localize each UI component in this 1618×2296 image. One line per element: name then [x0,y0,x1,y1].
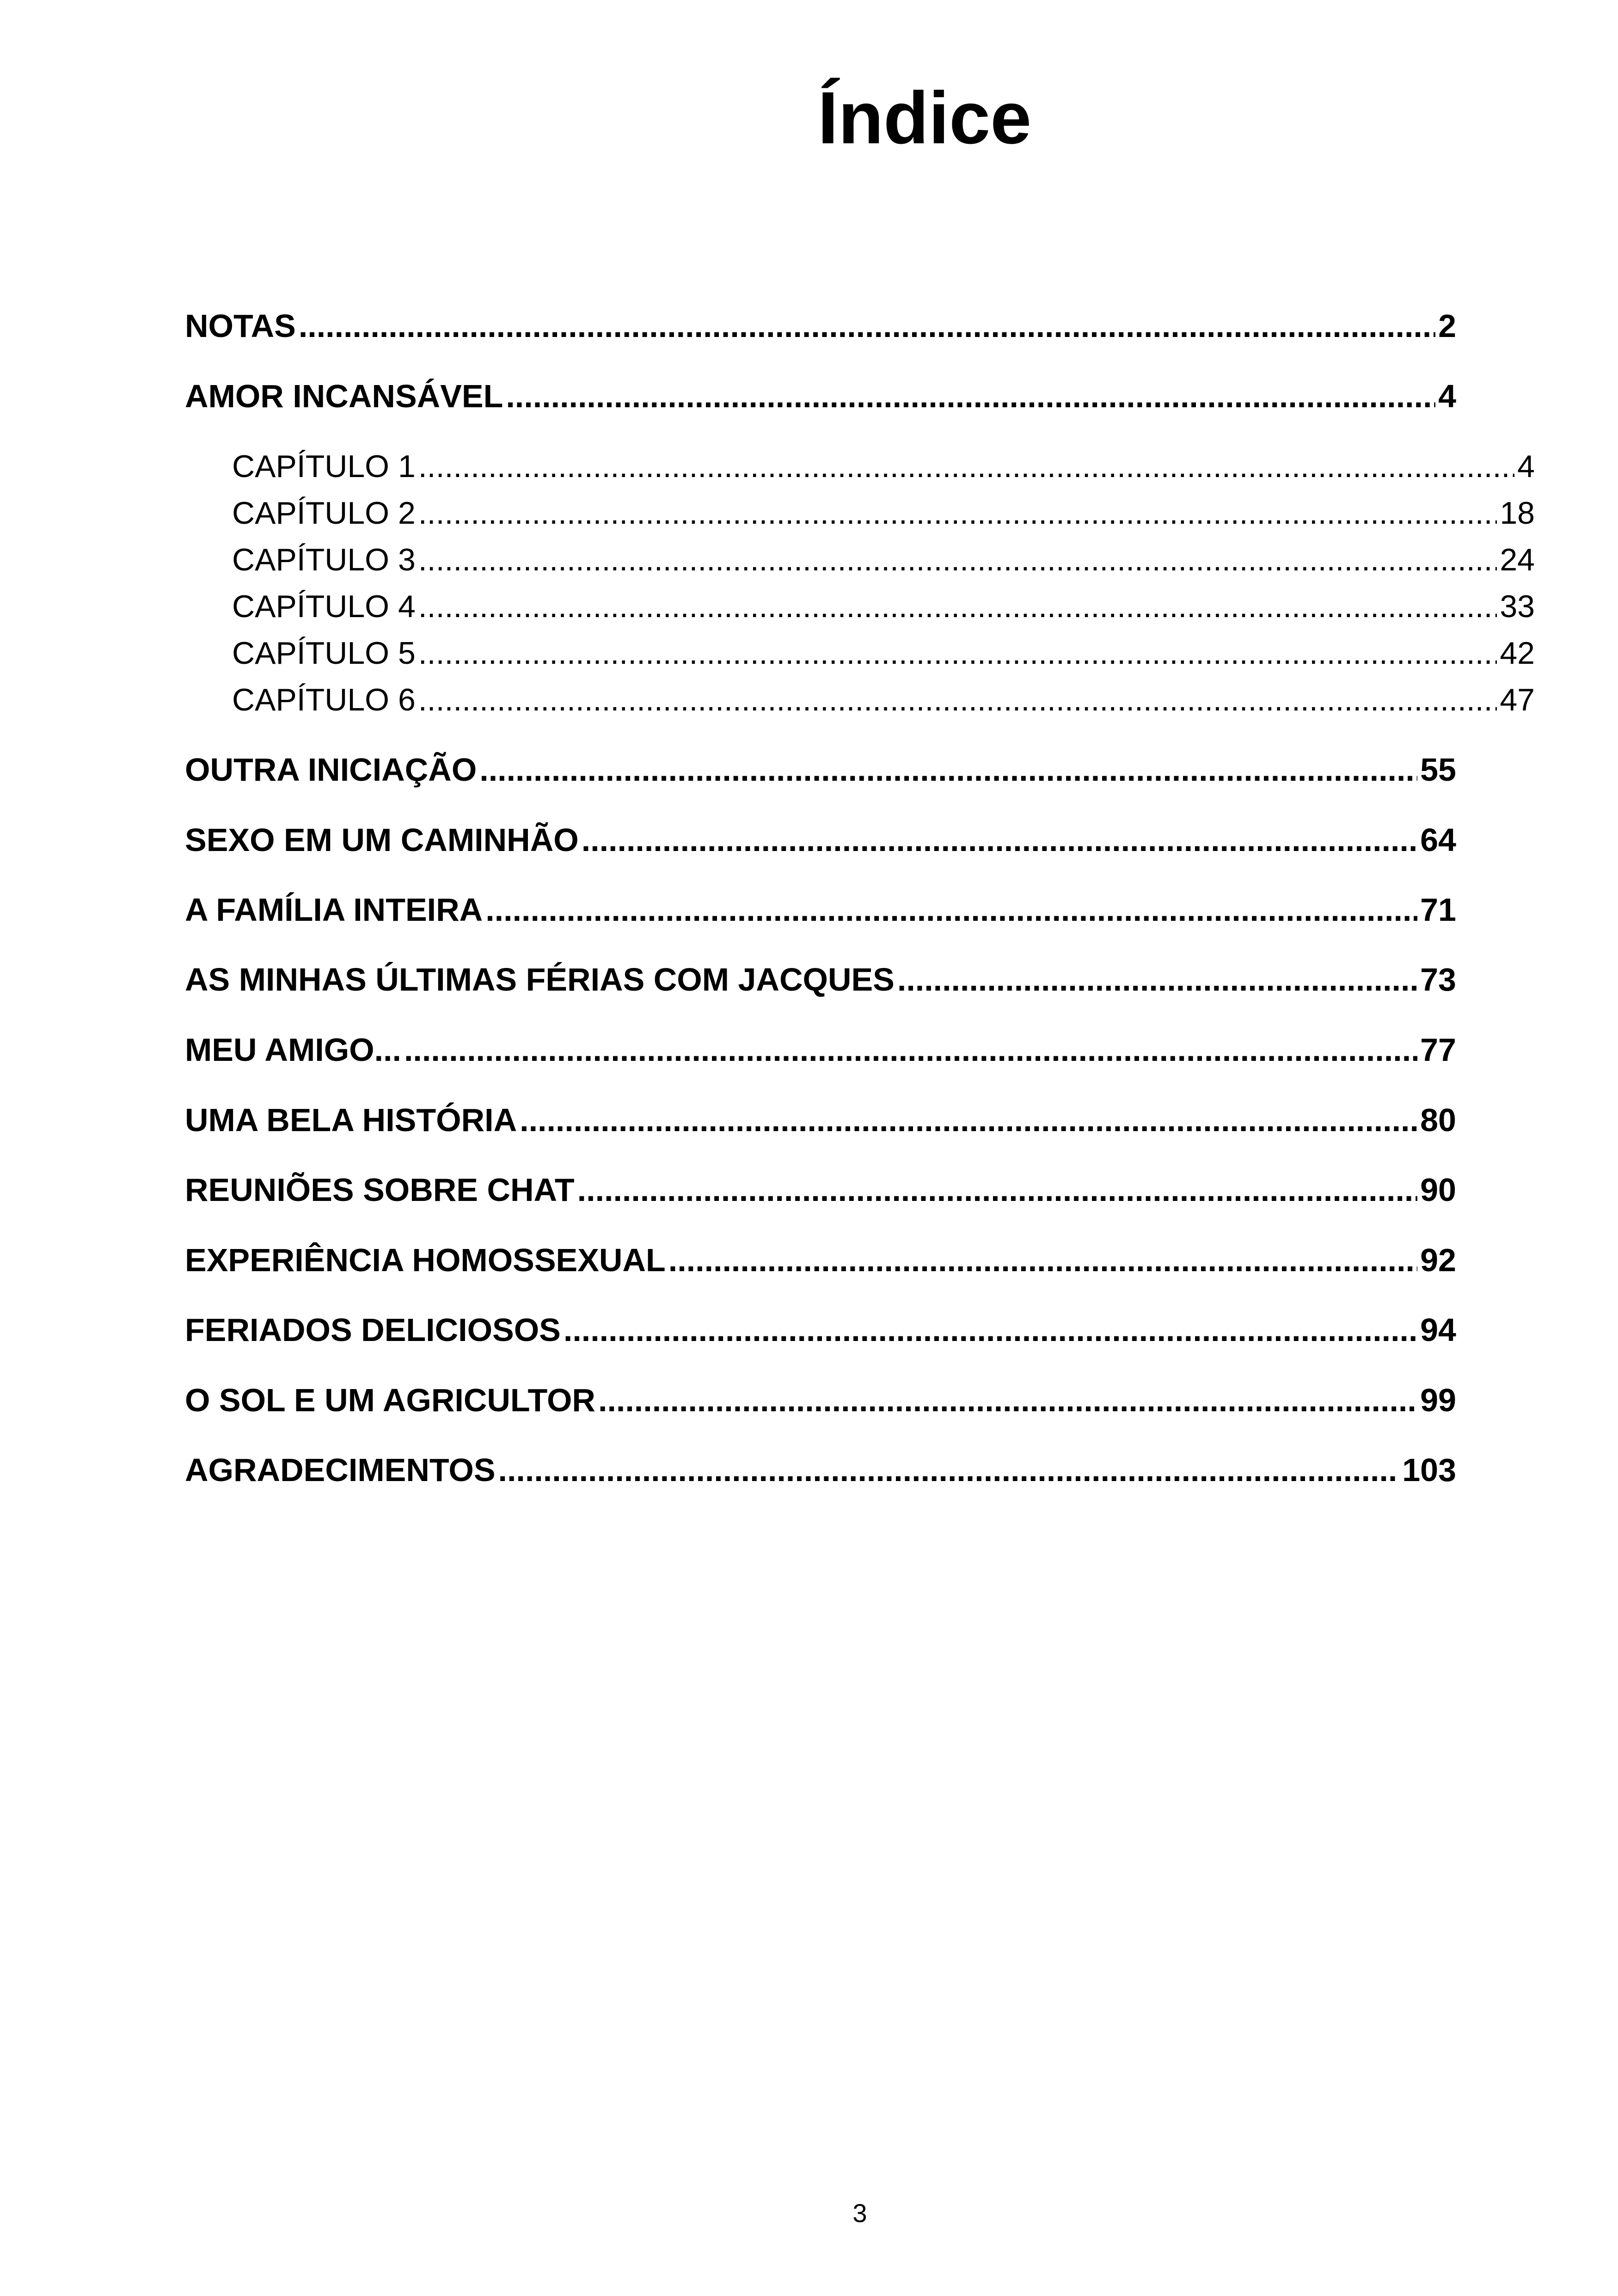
toc-entry-page: 4 [1517,449,1535,484]
toc-entry-capitulo-3[interactable] [232,542,1535,578]
toc-entry-page: 24 [1500,542,1535,577]
toc-entry-as-minhas-ultimas-ferias[interactable] [185,961,1456,998]
toc-entry-page: 33 [1500,589,1535,624]
toc-dot-leader [582,821,1417,858]
toc-entry-sexo-em-um-caminhao[interactable] [185,821,1456,858]
toc-entry-page: 42 [1500,636,1535,671]
toc-entry-label: SEXO EM UM CAMINHÃO [185,822,579,858]
toc-entry-label: O SOL E UM AGRICULTOR [185,1382,595,1418]
toc-dot-leader [498,1451,1400,1488]
toc-entry-label: CAPÍTULO 3 [232,542,416,577]
page-number: 3 [852,2198,867,2228]
toc-entry-label: CAPÍTULO 1 [232,449,416,484]
toc-entry-experiencia-homossexual[interactable] [185,1242,1456,1279]
toc-entry-label: FERIADOS DELICIOSOS [185,1312,561,1348]
toc-dot-leader [404,1031,1417,1068]
toc-entry-label: MEU AMIGO... [185,1032,401,1068]
toc-dot-leader [520,1102,1417,1139]
toc-entry-capitulo-5[interactable] [232,635,1535,671]
toc-dot-leader [564,1311,1417,1348]
toc-dot-leader [485,891,1417,928]
toc-entry-label: REUNIÕES SOBRE CHAT [185,1172,575,1208]
toc-entry-capitulo-1[interactable] [232,448,1535,484]
toc-entry-page: 99 [1420,1382,1456,1418]
toc-entry-o-sol-e-um-agricultor[interactable] [185,1382,1456,1419]
toc-entry-page: 103 [1402,1452,1456,1488]
toc-entry-a-familia-inteira[interactable] [185,891,1456,928]
toc-entry-label: A FAMÍLIA INTEIRA [185,892,483,928]
toc-entry-page: 4 [1438,378,1456,414]
toc-entry-label: OUTRA INICIAÇÃO [185,752,477,788]
toc-dot-leader [577,1171,1417,1208]
toc-dot-leader [299,307,1435,344]
toc-entry-label: UMA BELA HISTÓRIA [185,1102,517,1138]
toc-dot-leader [897,961,1417,998]
toc-entry-label: AS MINHAS ÚLTIMAS FÉRIAS COM JACQUES [185,961,895,998]
page-title: Índice [817,76,1032,159]
toc-entry-page: 47 [1500,682,1535,717]
toc-entry-meu-amigo[interactable] [185,1031,1456,1068]
toc-entry-page: 77 [1420,1032,1456,1068]
toc-entry-page: 92 [1420,1242,1456,1278]
toc-dot-leader [418,588,1497,625]
toc-entry-page: 71 [1420,892,1456,928]
toc-entry-label: CAPÍTULO 4 [232,589,416,624]
toc-dot-leader [418,542,1497,578]
toc-entry-label: CAPÍTULO 6 [232,682,416,717]
toc-entry-page: 55 [1420,752,1456,788]
toc-entry-uma-bela-historia[interactable] [185,1102,1456,1139]
toc-entry-label: EXPERIÊNCIA HOMOSSEXUAL [185,1242,666,1278]
toc-dot-leader [418,635,1497,671]
toc-dot-leader [418,448,1514,484]
toc-entry-capitulo-4[interactable] [232,588,1535,625]
toc-entry-page: 90 [1420,1172,1456,1208]
toc-entry-notas[interactable] [185,307,1456,344]
toc-entry-outra-iniciacao[interactable] [185,751,1456,788]
toc-entry-label: CAPÍTULO 5 [232,636,416,671]
toc-dot-leader [506,378,1435,415]
toc-entry-label: NOTAS [185,308,296,344]
toc-entry-page: 18 [1500,496,1535,531]
toc-entry-capitulo-2[interactable] [232,495,1535,531]
toc-entry-page: 64 [1420,822,1456,858]
toc-entry-amor-incansavel[interactable] [185,378,1456,415]
toc-entry-label: AGRADECIMENTOS [185,1452,496,1488]
toc-dot-leader [418,495,1497,531]
toc-entry-reunioes-sobre-chat[interactable] [185,1171,1456,1208]
toc-entry-page: 80 [1420,1102,1456,1138]
toc-entry-capitulo-6[interactable] [232,682,1535,718]
toc-entry-label: CAPÍTULO 2 [232,496,416,531]
toc-entry-agradecimentos[interactable] [185,1451,1456,1488]
toc-dot-leader [479,751,1417,788]
toc-entry-page: 94 [1420,1312,1456,1348]
toc-dot-leader [418,682,1497,718]
toc-entry-label: AMOR INCANSÁVEL [185,378,503,414]
toc-dot-leader [668,1242,1417,1279]
toc-entry-feriados-deliciosos[interactable] [185,1311,1456,1348]
toc-entry-page: 2 [1438,308,1456,344]
toc-entry-page: 73 [1420,961,1456,998]
toc-dot-leader [598,1382,1417,1419]
